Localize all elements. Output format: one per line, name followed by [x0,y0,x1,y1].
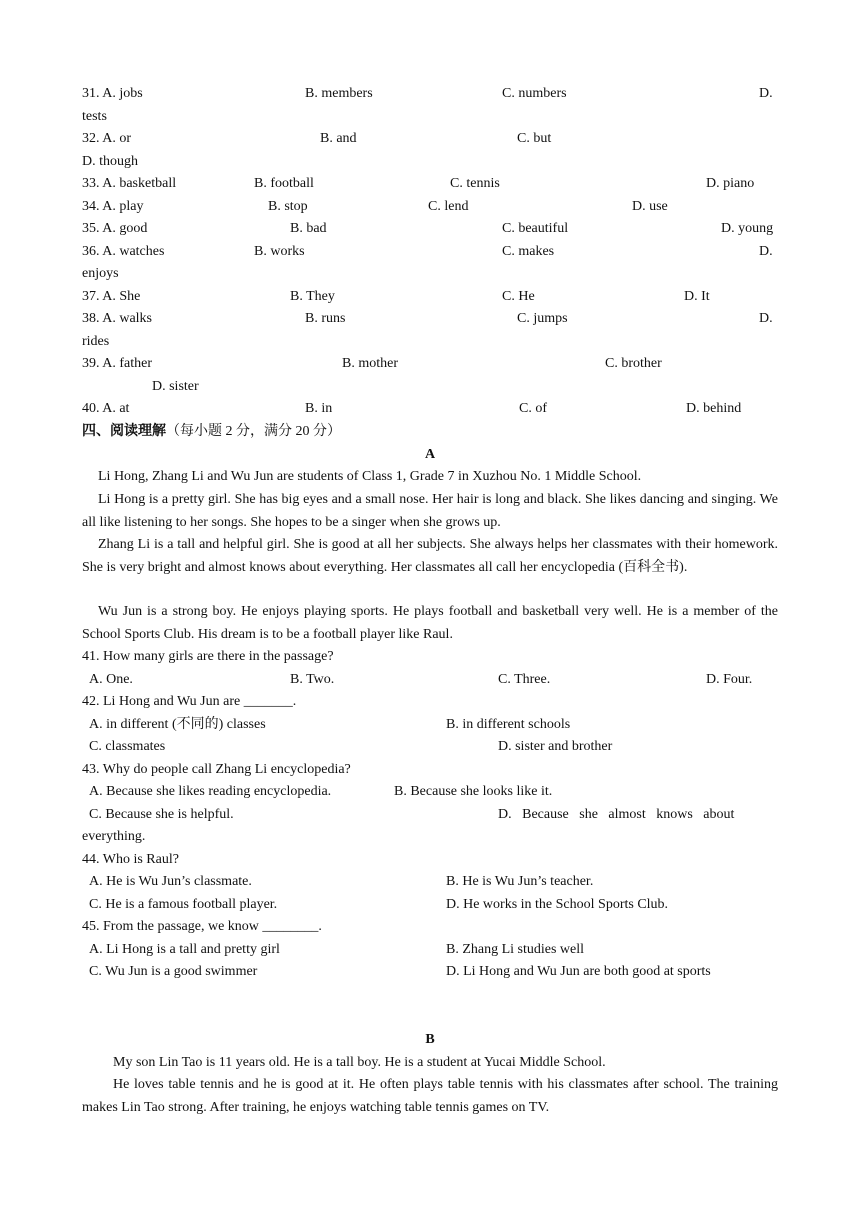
option-a: 36. A. watches [82,244,165,259]
option-b: B. bad [290,221,327,236]
option-d: D. Four. [706,672,753,687]
question-stem: 45. From the passage, we know ________. [82,919,322,934]
option-a: 38. A. walks [82,311,152,326]
option-d: D. Because she almost knows about [498,807,735,822]
option-d: D. sister [152,379,199,394]
option-d: D. use [632,199,668,214]
passage-b-paragraph-2: He loves table tennis and he is good at it. He often plays table tennis with his classmates after school. The training makes Lin Tao strong. After training, he enjoys watching table tennis games on TV. [82,1077,778,1115]
option-c: C. makes [502,244,555,259]
passage-a-paragraph-2: Li Hong is a pretty girl. She has big eyes and a small nose. Her hair is long and black. She likes dancing and singing. We all like listening to her songs. She hopes to be a singer when she grows up. [82,492,778,530]
option-d: D. piano [706,176,755,191]
option-a: 37. A. She [82,289,141,304]
option-c: C. lend [428,199,469,214]
option-d: D. [759,244,773,259]
passage-a-paragraph-3: Zhang Li is a tall and helpful girl. She is good at all her subjects. She always helps her classmates with their homework. She is very bright and almost knows about everything. Her classmates all call her encyclopedia (百科全书). [82,537,778,575]
option-c: C. but [517,131,552,146]
option-b: B. He is Wu Jun’s teacher. [446,874,594,889]
option-b: B. stop [268,199,308,214]
question-stem: 43. Why do people call Zhang Li encyclopedia? [82,762,351,777]
section-note: （每小题 2 分，满分 20 分） [166,424,341,439]
option-b: B. in different schools [446,717,571,732]
section-title: 四、阅读理解 [82,424,166,439]
option-a: 34. A. play [82,199,144,214]
passage-b-label: B [425,1032,435,1047]
option-d: D. though [82,154,138,169]
option-c: C. tennis [450,176,500,191]
option-b: B. runs [305,311,346,326]
option-c: C. Because she is helpful. [89,807,234,822]
option-a: 31. A. jobs [82,86,143,101]
option-c: C. beautiful [502,221,569,236]
passage-b-paragraph-1: My son Lin Tao is 11 years old. He is a tall boy. He is a student at Yucai Middle School. [113,1055,606,1070]
option-a: 39. A. father [82,356,152,371]
option-d: D. [759,86,773,101]
passage-a-paragraph-1: Li Hong, Zhang Li and Wu Jun are students of Class 1, Grade 7 in Xuzhou No. 1 Middle School. [98,469,642,484]
option-d: D. Li Hong and Wu Jun are both good at sports [446,964,711,979]
option-d: D. It [684,289,710,304]
option-b: B. works [254,244,305,259]
option-a: 35. A. good [82,221,148,236]
option-a: 33. A. basketball [82,176,177,191]
option-d-wrap: rides [82,334,110,349]
option-c: C. Three. [498,672,551,687]
option-a: A. He is Wu Jun’s classmate. [89,874,252,889]
option-a: A. Li Hong is a tall and pretty girl [89,942,280,957]
option-a: A. in different (不同的) classes [89,717,266,732]
passage-a-paragraph-4: Wu Jun is a strong boy. He enjoys playing sports. He plays football and basketball very well. He is a member of the School Sports Club. His dream is to be a football player like Raul. [82,604,778,642]
option-a: A. Because she likes reading encyclopedia. [89,784,332,799]
option-c: C. He [502,289,535,304]
option-d-wrap: enjoys [82,266,119,281]
option-c: C. He is a famous football player. [89,897,278,912]
option-d: D. young [721,221,774,236]
option-c: C. jumps [517,311,568,326]
option-a: 32. A. or [82,131,131,146]
option-c: C. Wu Jun is a good swimmer [89,964,258,979]
option-d-wrap: everything. [82,829,146,844]
question-stem: 41. How many girls are there in the passage? [82,649,334,664]
option-b: B. in [305,401,333,416]
option-b: B. mother [342,356,398,371]
option-b: B. They [290,289,335,304]
option-c: C. numbers [502,86,567,101]
question-stem: 44. Who is Raul? [82,852,179,867]
section-heading [82,421,341,443]
option-d: D. sister and brother [498,739,613,754]
option-b: B. Two. [290,672,335,687]
option-b: B. and [320,131,357,146]
option-b: B. members [305,86,373,101]
option-a: A. One. [89,672,133,687]
option-d: D. behind [686,401,742,416]
option-d-wrap: tests [82,109,107,124]
option-c: C. brother [605,356,662,371]
option-b: B. Because she looks like it. [394,784,553,799]
option-a: 40. A. at [82,401,130,416]
option-c: C. of [519,401,547,416]
question-stem: 42. Li Hong and Wu Jun are _______. [82,694,297,709]
option-c: C. classmates [89,739,166,754]
option-d: D. He works in the School Sports Club. [446,897,669,912]
option-b: B. Zhang Li studies well [446,942,585,957]
passage-a-label: A [424,447,436,462]
option-b: B. football [254,176,314,191]
option-d: D. [759,311,773,326]
